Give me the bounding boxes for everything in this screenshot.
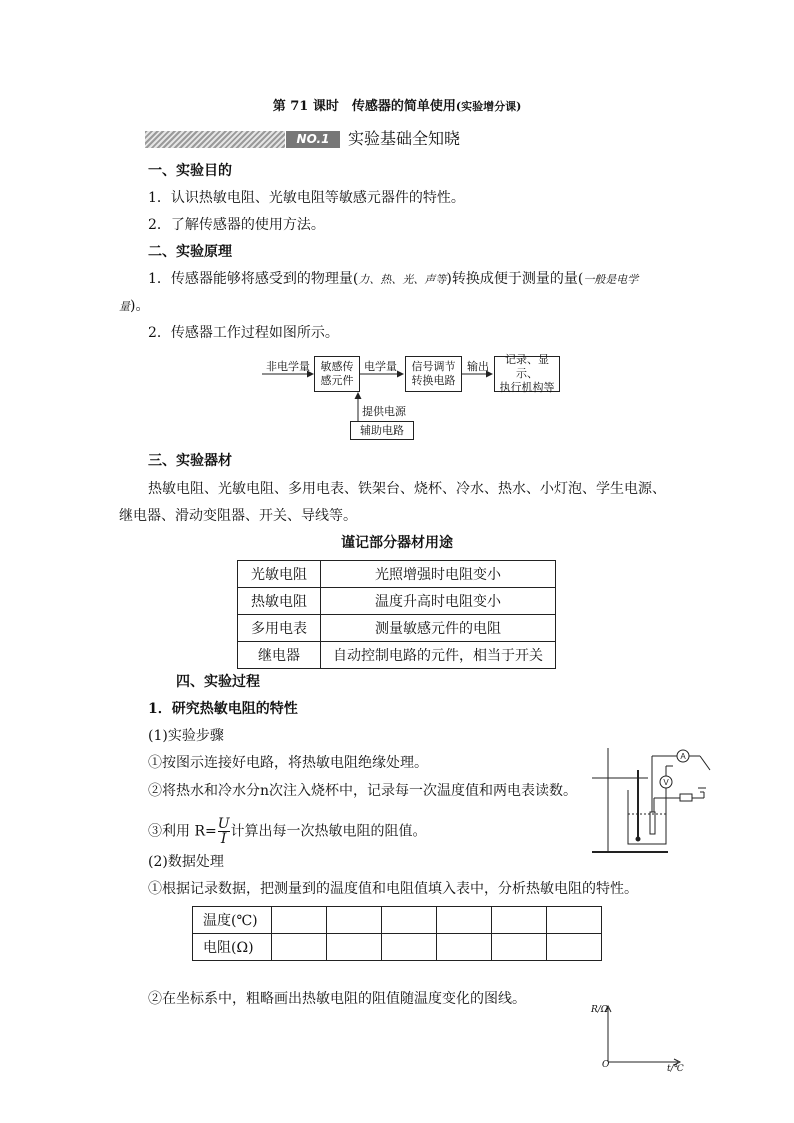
flow-box2-line1: 信号调节 bbox=[411, 360, 456, 373]
flow-box3-line2: 执行机构等 bbox=[499, 381, 555, 394]
table-row bbox=[238, 615, 556, 642]
table-cell bbox=[272, 907, 327, 934]
section-heading-principle: 二、实验原理 bbox=[148, 244, 232, 260]
section-heading-procedure: 四、实验过程 bbox=[176, 674, 260, 690]
table-row bbox=[238, 588, 556, 615]
principle-text-a: 1．传感器能够将感受到的物理量( bbox=[148, 271, 359, 287]
steps-heading: (1)实验步骤 bbox=[148, 728, 224, 744]
equipment-line-2: 继电器、滑动变阻器、开关、导线等。 bbox=[119, 508, 357, 524]
table-cell: 测量敏感元件的电阻 bbox=[321, 615, 556, 642]
fraction-numerator: U bbox=[217, 816, 230, 832]
principle-note-1: 力、热、光、声等 bbox=[358, 273, 447, 286]
table-cell: 光照增强时电阻变小 bbox=[321, 561, 556, 588]
flow-box1-line2: 感元件 bbox=[320, 374, 354, 387]
table-cell bbox=[437, 907, 492, 934]
step-3 bbox=[148, 817, 427, 846]
flow-input-label: 非电学量 bbox=[266, 360, 310, 373]
flow-box2-line2: 转换电路 bbox=[411, 374, 456, 387]
section-heading-purpose: 一、实验目的 bbox=[148, 163, 232, 179]
table-cell: 多用电表 bbox=[238, 615, 321, 642]
fraction-u-over-i bbox=[218, 817, 230, 846]
section-heading-equipment: 三、实验器材 bbox=[148, 453, 232, 469]
procedure-subheading: 1．研究热敏电阻的特性 bbox=[148, 701, 298, 717]
ammeter-label: A bbox=[680, 752, 686, 761]
step-1: ①按图示连接好电路，将热敏电阻绝缘处理。 bbox=[148, 755, 428, 771]
table-cell bbox=[382, 934, 437, 961]
temperature-resistance-table bbox=[192, 906, 602, 961]
principle-text-c: )。 bbox=[130, 298, 150, 314]
table-cell bbox=[492, 934, 547, 961]
step-3-text-b: 计算出每一次热敏电阻的阻值。 bbox=[230, 823, 427, 840]
title-note: (实验增分课) bbox=[455, 100, 522, 113]
x-axis-label: t/℃ bbox=[667, 1064, 684, 1074]
purpose-item-2: 2．了解传感器的使用方法。 bbox=[148, 217, 325, 233]
table-row bbox=[238, 561, 556, 588]
table-row bbox=[238, 642, 556, 669]
table-cell: 继电器 bbox=[238, 642, 321, 669]
table-cell bbox=[492, 907, 547, 934]
table-header-temperature: 温度(℃) bbox=[193, 907, 272, 934]
table-row bbox=[193, 907, 602, 934]
table-cell: 温度升高时电阻变小 bbox=[321, 588, 556, 615]
flow-box3-line1: 记录、显示、 bbox=[505, 353, 549, 380]
y-axis-label: R/Ω bbox=[591, 1005, 609, 1015]
table-cell bbox=[327, 934, 382, 961]
table-cell bbox=[547, 934, 602, 961]
flow-sensing-element-box bbox=[314, 356, 360, 392]
table-row bbox=[193, 934, 602, 961]
table-cell: 光敏电阻 bbox=[238, 561, 321, 588]
banner-title: 实验基础全知晓 bbox=[348, 129, 461, 148]
flow-output-device-box bbox=[494, 353, 560, 394]
principle-item-2: 2．传感器工作过程如图所示。 bbox=[148, 325, 339, 341]
origin-label: O bbox=[602, 1060, 610, 1070]
data-processing-heading: (2)数据处理 bbox=[148, 854, 224, 870]
principle-note-2: 一般是电学 bbox=[583, 273, 639, 286]
equipment-uses-table bbox=[237, 560, 556, 669]
fraction-denominator: I bbox=[220, 831, 227, 847]
data-step-1: ①根据记录数据，把测量到的温度值和电阻值填入表中，分析热敏电阻的特性。 bbox=[148, 881, 638, 897]
table-cell bbox=[382, 907, 437, 934]
table-cell bbox=[272, 934, 327, 961]
uses-table-caption: 谨记部分器材用途 bbox=[341, 535, 453, 551]
flow-aux-circuit-box: 辅助电路 bbox=[350, 421, 414, 440]
step-2: ②将热水和冷水分n次注入烧杯中，记录每一次温度值和两电表读数。 bbox=[148, 783, 578, 799]
step-3-text-a: ③利用 R= bbox=[148, 823, 217, 840]
flow-box1-line1: 敏感传 bbox=[320, 360, 354, 373]
data-step-2: ②在坐标系中，粗略画出热敏电阻的阻值随温度变化的图线。 bbox=[148, 991, 526, 1007]
principle-note-3: 量 bbox=[119, 300, 130, 313]
voltmeter-label: V bbox=[663, 778, 669, 787]
banner-stripe bbox=[145, 131, 285, 148]
purpose-item-1: 1．认识热敏电阻、光敏电阻等敏感元器件的特性。 bbox=[148, 190, 465, 206]
thermistor-circuit-figure bbox=[588, 742, 713, 860]
table-cell: 自动控制电路的元件，相当于开关 bbox=[321, 642, 556, 669]
flow-electric-label: 电学量 bbox=[364, 360, 397, 373]
page-title bbox=[0, 95, 794, 114]
equipment-line-1: 热敏电阻、光敏电阻、多用电表、铁架台、烧杯、冷水、热水、小灯泡、学生电源、 bbox=[148, 481, 666, 497]
table-cell bbox=[437, 934, 492, 961]
table-header-resistance: 电阻(Ω) bbox=[193, 934, 272, 961]
principle-item-1-cont bbox=[119, 296, 149, 316]
table-cell: 热敏电阻 bbox=[238, 588, 321, 615]
table-cell bbox=[327, 907, 382, 934]
flow-output-label: 输出 bbox=[467, 360, 489, 373]
banner-number: NO.1 bbox=[286, 131, 340, 148]
table-cell bbox=[547, 907, 602, 934]
principle-text-b: )转换成便于测量的量( bbox=[446, 271, 584, 287]
flow-conversion-circuit-box bbox=[405, 356, 462, 392]
title-main: 第 71 课时 传感器的简单使用 bbox=[272, 99, 456, 114]
flow-power-label: 提供电源 bbox=[362, 405, 406, 418]
principle-item-1 bbox=[148, 269, 638, 289]
